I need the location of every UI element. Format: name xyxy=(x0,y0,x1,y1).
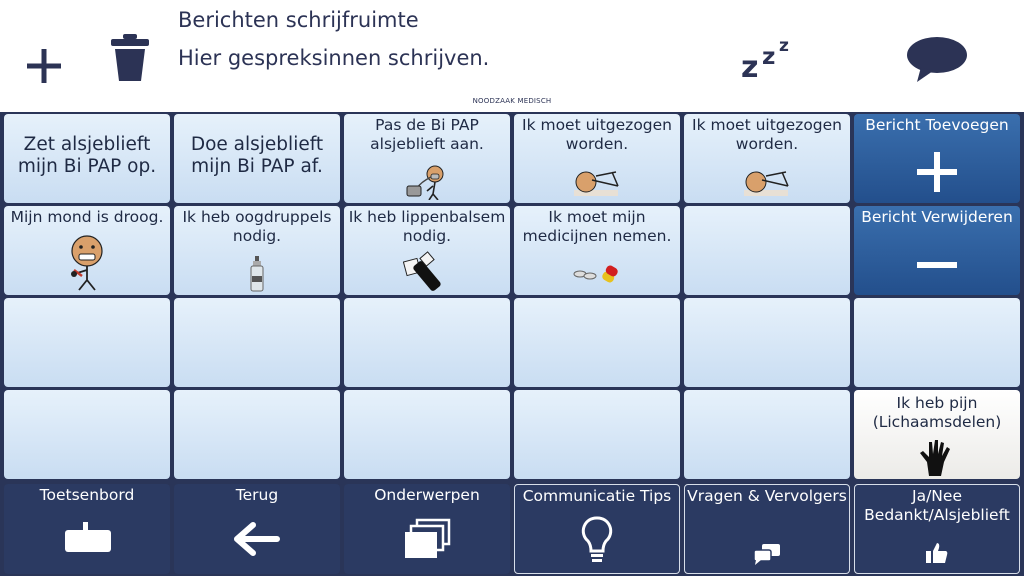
empty-cell[interactable] xyxy=(174,298,340,387)
empty-cell[interactable] xyxy=(4,390,170,479)
hand-icon xyxy=(854,438,1020,478)
phrase-cell[interactable] xyxy=(174,114,340,203)
yes-no-thanks-button[interactable] xyxy=(854,484,1020,574)
thumbs-up-icon xyxy=(855,541,1019,565)
message-workspace-title: Berichten schrijfruimte xyxy=(178,8,419,32)
cell-label: Toetsenbord xyxy=(39,486,135,504)
empty-cell[interactable] xyxy=(344,390,510,479)
stacked-pages-icon xyxy=(344,518,510,562)
cell-label: Ik heb lippenbalsem nodig. xyxy=(348,208,506,245)
cell-label: Ja/Nee Bedankt/Alsjeblieft xyxy=(864,487,1010,524)
cell-label: Onderwerpen xyxy=(374,486,480,504)
empty-cell[interactable] xyxy=(854,298,1020,387)
add-button[interactable] xyxy=(18,40,70,92)
phrase-grid xyxy=(0,112,1024,576)
questions-button[interactable] xyxy=(684,484,850,574)
communication-tips-button[interactable] xyxy=(514,484,680,574)
phrase-cell[interactable] xyxy=(514,206,680,295)
keyboard-button[interactable] xyxy=(4,484,170,574)
phrase-cell[interactable] xyxy=(684,114,850,203)
arrow-left-icon xyxy=(174,522,340,556)
lip-balm-icon xyxy=(344,250,510,294)
phrase-cell[interactable] xyxy=(514,114,680,203)
sleep-button[interactable] xyxy=(734,32,800,82)
chat-bubbles-icon xyxy=(685,543,849,565)
cell-label: Communicatie Tips xyxy=(522,487,672,505)
cell-label: Ik moet uitgezogen worden. xyxy=(692,116,842,153)
empty-cell[interactable] xyxy=(684,390,850,479)
empty-cell[interactable] xyxy=(344,298,510,387)
svg-text:z: z xyxy=(779,36,789,56)
cell-label: Doe alsjeblieft mijn Bi PAP af. xyxy=(190,134,324,178)
empty-cell[interactable] xyxy=(4,298,170,387)
cell-label: Ik moet mijn medicijnen nemen. xyxy=(522,208,672,245)
empty-cell[interactable] xyxy=(514,298,680,387)
svg-text:z: z xyxy=(762,44,776,70)
message-text-area[interactable]: Hier gespreksinnen schrijven. xyxy=(178,46,490,70)
zzz-icon xyxy=(737,34,797,80)
add-message-button[interactable] xyxy=(854,114,1020,203)
dry-mouth-icon xyxy=(4,234,170,292)
pain-body-parts-button[interactable] xyxy=(854,390,1020,479)
cell-label: Pas de Bi PAP alsjeblieft aan. xyxy=(370,116,484,153)
empty-cell[interactable] xyxy=(684,206,850,295)
delete-button[interactable] xyxy=(102,28,158,86)
phrase-cell[interactable] xyxy=(344,114,510,203)
speech-bubble-icon xyxy=(905,35,969,83)
speak-button[interactable] xyxy=(900,32,974,86)
eye-drops-icon xyxy=(174,256,340,292)
page-label: NOODZAAK MEDISCH xyxy=(472,97,552,105)
cell-label: Mijn mond is droog. xyxy=(10,208,164,226)
phrase-cell[interactable] xyxy=(344,206,510,295)
minus-icon xyxy=(854,260,1020,270)
bipap-mask-icon xyxy=(344,164,510,200)
cell-label: Vragen & Vervolgers xyxy=(687,487,847,505)
phrase-cell[interactable] xyxy=(4,206,170,295)
phrase-cell[interactable] xyxy=(174,206,340,295)
cell-label: Bericht Verwijderen xyxy=(861,208,1013,226)
suction-icon xyxy=(514,164,680,198)
cell-label: Zet alsjeblieft mijn Bi PAP op. xyxy=(17,134,157,178)
topics-button[interactable] xyxy=(344,484,510,574)
lightbulb-icon xyxy=(515,515,679,565)
empty-cell[interactable] xyxy=(514,390,680,479)
cell-label: Ik heb oogdruppels nodig. xyxy=(182,208,332,245)
plus-icon xyxy=(25,47,63,85)
empty-cell[interactable] xyxy=(684,298,850,387)
trash-icon xyxy=(108,31,152,83)
phrase-cell[interactable] xyxy=(4,114,170,203)
cell-label: Ik moet uitgezogen worden. xyxy=(522,116,672,153)
keyboard-icon xyxy=(4,520,170,554)
cell-label: Bericht Toevoegen xyxy=(865,116,1009,134)
medicine-icon xyxy=(514,258,680,290)
remove-message-button[interactable] xyxy=(854,206,1020,295)
cell-label: Ik heb pijn (Lichaamsdelen) xyxy=(872,394,1002,431)
back-button[interactable] xyxy=(174,484,340,574)
suction-icon xyxy=(684,164,850,198)
svg-text:z: z xyxy=(741,50,759,80)
message-bar xyxy=(0,0,1024,112)
cell-label: Terug xyxy=(235,486,279,504)
plus-icon xyxy=(854,150,1020,194)
empty-cell[interactable] xyxy=(174,390,340,479)
